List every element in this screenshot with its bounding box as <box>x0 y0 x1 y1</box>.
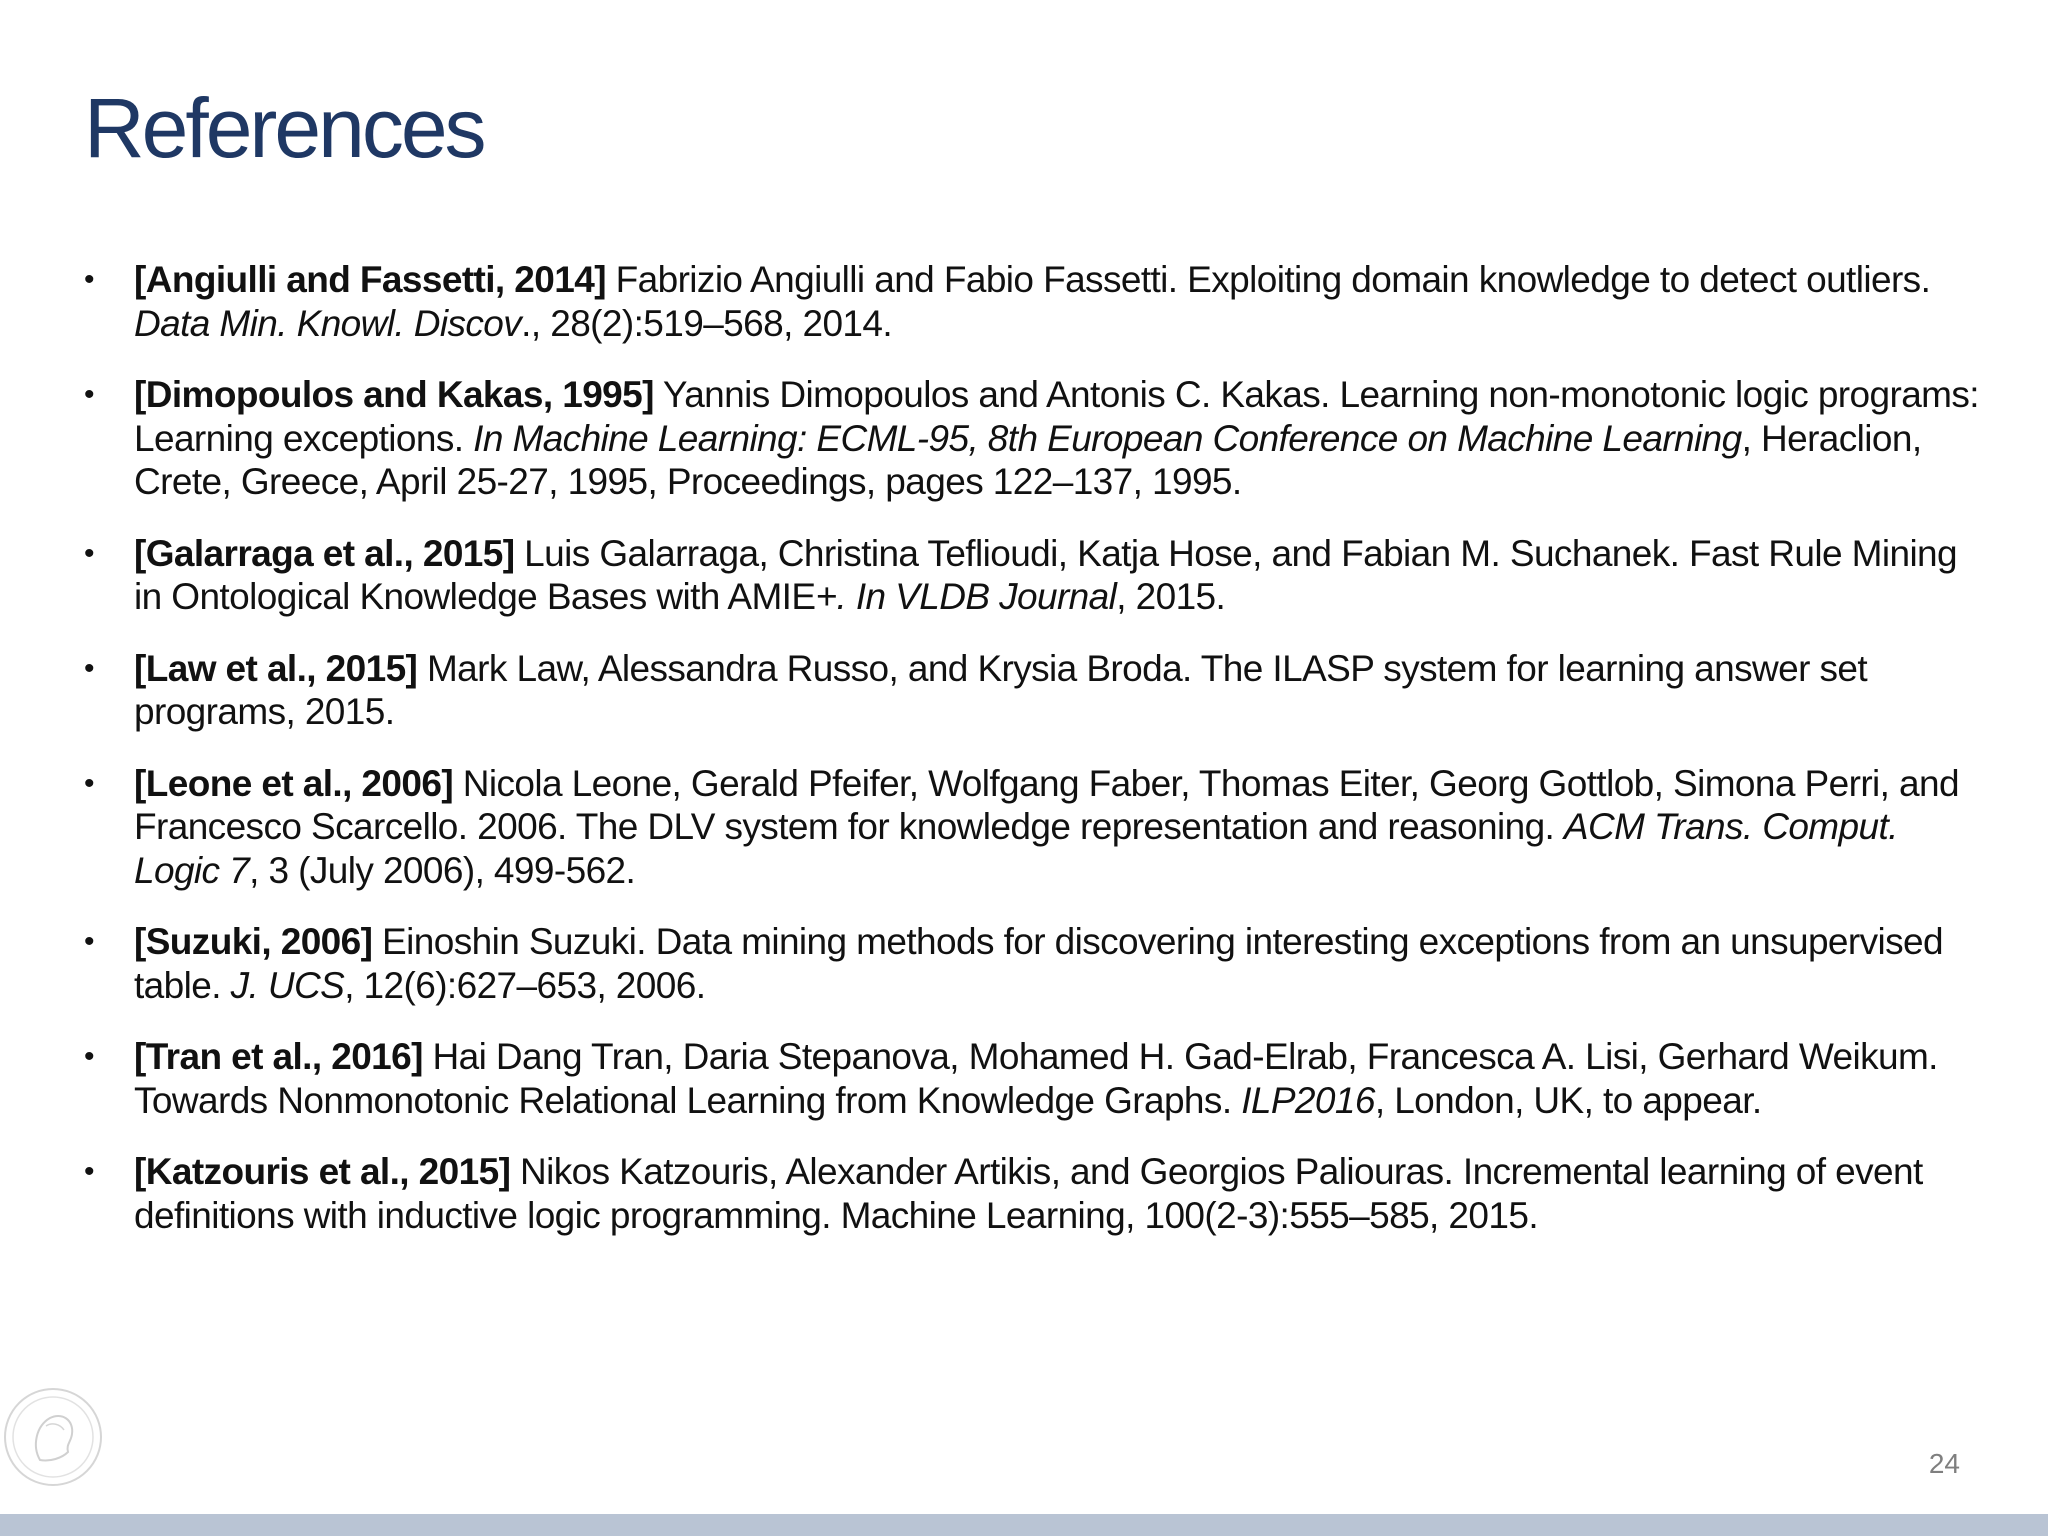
citation-details: , 3 (July 2006), 499-562. <box>249 849 636 891</box>
reference-item <box>84 762 1984 893</box>
reference-item <box>84 373 1984 504</box>
reference-item <box>84 920 1984 1007</box>
citation-key: [Suzuki, 2006] <box>134 921 373 962</box>
citation-text: Fabrizio Angiulli and Fabio Fassetti. Exploiting domain knowledge to detect outliers. <box>605 259 1931 300</box>
citation-key: [Leone et al., 2006] <box>134 762 454 804</box>
citation-text: Luis Galarraga, Christina Teflioudi, Katja Hose, and Fabian M. Suchanek. Fast Rule Mining in Ontological Knowledge Bases with AMIE <box>134 532 1958 617</box>
citation-key: [Dimopoulos and Kakas, 1995] <box>134 374 654 415</box>
citation-venue: ILP2016 <box>1241 1079 1375 1121</box>
citation-key: [Galarraga et al., 2015] <box>134 532 515 574</box>
reference-item <box>84 258 1984 345</box>
citation-text: Hai Dang Tran, Daria Stepanova, Mohamed H. Gad-Elrab, Francesca A. Lisi, Gerhard Weikum. Towards Nonmonotonic Relational Learning from Knowledge Graphs. <box>134 1036 1938 1121</box>
citation-venue: +. In VLDB Journal <box>815 576 1117 617</box>
citation-text: Mark Law, Alessandra Russo, and Krysia Broda. The ILASP system for learning answer set programs, 2015. <box>134 647 1868 732</box>
page-number: 24 <box>1928 1448 1960 1479</box>
institute-logo-icon <box>2 1386 104 1488</box>
citation-details: , 12(6):627–653, 2006. <box>344 964 706 1006</box>
bottom-band <box>0 1514 2048 1536</box>
bullet-icon: • <box>84 378 94 411</box>
citation-text: Yannis Dimopoulos and Antonis C. Kakas. Learning non-monotonic logic programs: Learning exceptions. <box>134 374 1979 459</box>
reference-list <box>84 258 1984 1265</box>
citation-details: , 2015. <box>1116 576 1226 617</box>
citation-details: , London, UK, to appear. <box>1374 1079 1762 1121</box>
bullet-icon: • <box>84 1155 94 1188</box>
bullet-icon: • <box>84 263 94 296</box>
bullet-icon: • <box>84 766 94 800</box>
citation-details: , Heraclion, Crete, Greece, April 25-27, 1995, Proceedings, pages 122–137, 1995. <box>134 417 1922 502</box>
citation-details: ., 28(2):519–568, 2014. <box>521 302 893 344</box>
citation-text: Einoshin Suzuki. Data mining methods for discovering interesting exceptions from an unsupervised table. <box>134 921 1944 1006</box>
reference-item <box>84 1035 1984 1122</box>
citation-venue: Data Min. Knowl. Discov <box>134 302 522 344</box>
bullet-icon: • <box>84 925 94 958</box>
citation-key: [Angiulli and Fassetti, 2014] <box>134 259 606 300</box>
reference-item <box>84 647 1984 734</box>
citation-key: [Law et al., 2015] <box>134 647 418 689</box>
citation-text: Nikos Katzouris, Alexander Artikis, and Georgios Paliouras. Incremental learning of event definitions with inductive logic programming. Machine Learning, 100(2-3):555–585, 2015. <box>134 1151 1923 1236</box>
bullet-icon: • <box>84 651 94 685</box>
reference-item <box>84 1150 1984 1237</box>
citation-text: Nicola Leone, Gerald Pfeifer, Wolfgang Faber, Thomas Eiter, Georg Gottlob, Simona Perri, and Francesco Scarcello. 2006. The DLV system for knowledge representation and reasoning. <box>134 762 1959 847</box>
citation-key: [Tran et al., 2016] <box>134 1036 423 1077</box>
citation-key: [Katzouris et al., 2015] <box>134 1151 511 1192</box>
bullet-icon: • <box>84 1040 94 1073</box>
citation-venue: ACM Trans. Comput. Logic 7 <box>134 806 1898 891</box>
reference-item <box>84 532 1984 619</box>
bullet-icon: • <box>84 536 94 570</box>
citation-venue: J. UCS <box>230 964 345 1006</box>
citation-venue: In Machine Learning: ECML-95, 8th European Conference on Machine Learning <box>473 417 1742 459</box>
slide-title: References <box>84 81 484 175</box>
